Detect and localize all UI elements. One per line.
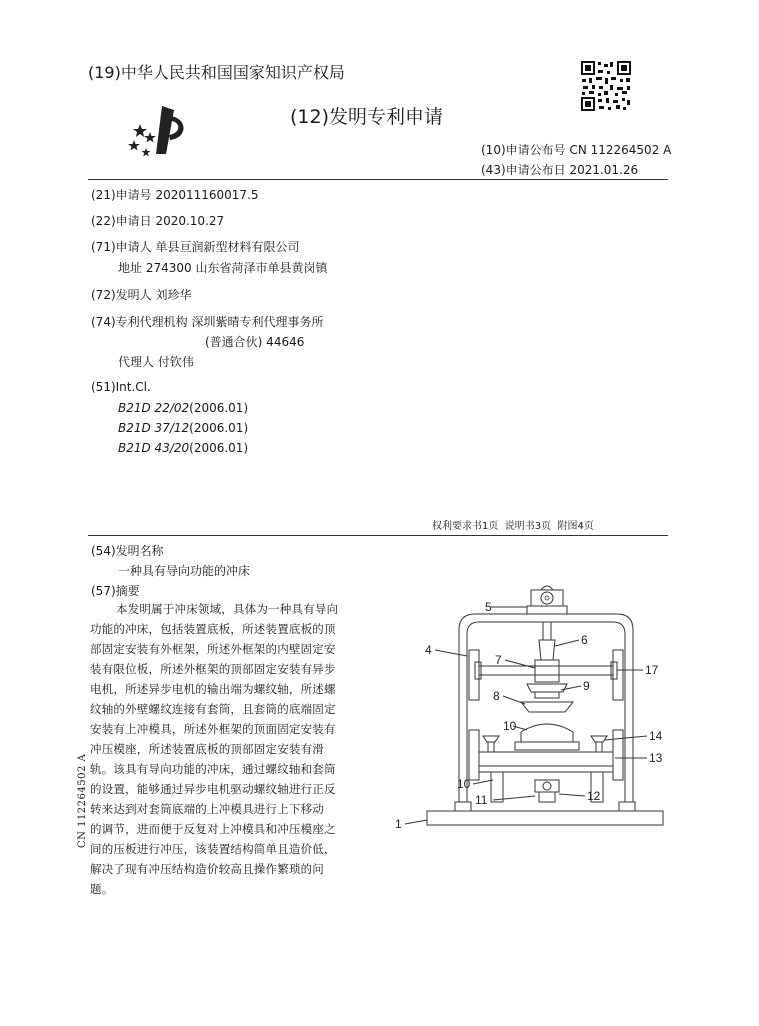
abstract-line: 电机，所述异步电机的输出端为螺纹轴，所述螺 — [90, 682, 336, 696]
office-name: (19)中华人民共和国国家知识产权局 — [88, 63, 345, 82]
abstract-heading: (57)摘要 — [91, 584, 140, 598]
figure-label-10: 10 — [457, 777, 471, 791]
abstract-line: 安装有上冲模具，所述外框架的顶面固定安装有 — [90, 722, 336, 736]
abstract-line: 冲压模座，所述装置底板的顶部固定安装有滑 — [90, 742, 324, 756]
patent-agency-cont: (普通合伙) 44646 — [205, 335, 305, 349]
application-number: (21)申请号 202011160017.5 — [91, 188, 259, 202]
figure-label: 6 — [581, 633, 588, 647]
section-rule — [88, 535, 668, 536]
figure-label: 7 — [495, 653, 502, 667]
abstract-line: 本发明属于冲床领域，具体为一种具有导向 — [116, 602, 339, 616]
figure-label: 12 — [587, 789, 601, 803]
cnipa-logo-icon — [126, 104, 190, 160]
ipc-entry: B21D 43/20(2006.01) — [118, 441, 249, 455]
abstract-line: 解决了现有冲压结构造价较高且操作繁琐的问 — [90, 862, 324, 876]
abstract-line: 装有限位板，所述外框架的顶部固定安装有异步 — [90, 662, 336, 676]
invention-drawing — [395, 580, 675, 835]
abstract-line: 的调节，进而便于反复对上冲模具和冲压模座之 — [90, 822, 336, 836]
abstract-line: 功能的冲床，包括装置底板，所述装置底板的顶 — [90, 622, 336, 636]
inventor: (72)发明人 刘珍华 — [91, 288, 192, 302]
pages-summary: 权利要求书1页 说明书3页 附图4页 — [432, 521, 594, 532]
figure-label: 1 — [395, 817, 402, 831]
application-date: (22)申请日 2020.10.27 — [91, 214, 225, 228]
figure-label: 14 — [649, 729, 663, 743]
side-publication-number: CN 112264502 A — [77, 753, 88, 848]
patent-agent: 代理人 付钦伟 — [118, 355, 194, 369]
abstract-line: 转来达到对套筒底端的上冲模具进行上下移动 — [90, 802, 324, 816]
figure-label: 13 — [649, 751, 663, 765]
document-type: (12)发明专利申请 — [290, 106, 444, 128]
figure-label: 10 — [503, 719, 517, 733]
applicant: (71)申请人 单县亘润新型材料有限公司 — [91, 240, 300, 254]
abstract-line: 轨。该具有导向功能的冲床，通过螺纹轴和套筒 — [90, 762, 336, 776]
title-heading: (54)发明名称 — [91, 544, 164, 558]
abstract-line: 题。 — [90, 882, 114, 896]
int-cl-heading: (51)Int.Cl. — [91, 380, 151, 394]
figure-label: 9 — [583, 679, 590, 693]
figure-label: 4 — [425, 643, 432, 657]
ipc-entry: B21D 22/02(2006.01) — [118, 401, 249, 415]
abstract-line: 部固定安装有外框架，所述外框架的内壁固定安 — [90, 642, 336, 656]
publication-date: (43)申请公布日 2021.01.26 — [481, 163, 639, 177]
ipc-entry: B21D 37/12(2006.01) — [118, 421, 249, 435]
patent-agency: (74)专利代理机构 深圳紫晴专利代理事务所 — [91, 315, 324, 329]
publication-number: (10)申请公布号 CN 112264502 A — [481, 143, 672, 157]
applicant-address: 地址 274300 山东省菏泽市单县黄岗镇 — [118, 261, 328, 275]
abstract-line: 纹轴的外壁螺纹连接有套筒，且套筒的底端固定 — [90, 702, 336, 716]
qr-code-icon — [580, 60, 632, 112]
abstract-line: 间的压板进行冲压，该装置结构简单且造价低， — [90, 842, 336, 856]
header-rule — [88, 179, 668, 180]
invention-title: 一种具有导向功能的冲床 — [118, 564, 251, 578]
figure-label: 5 — [485, 600, 492, 614]
figure-label: 11 — [475, 793, 488, 807]
figure-label: 17 — [645, 663, 659, 677]
figure-label: 8 — [493, 689, 500, 703]
abstract-line: 的设置，能够通过异步电机驱动螺纹轴进行正反 — [90, 782, 336, 796]
